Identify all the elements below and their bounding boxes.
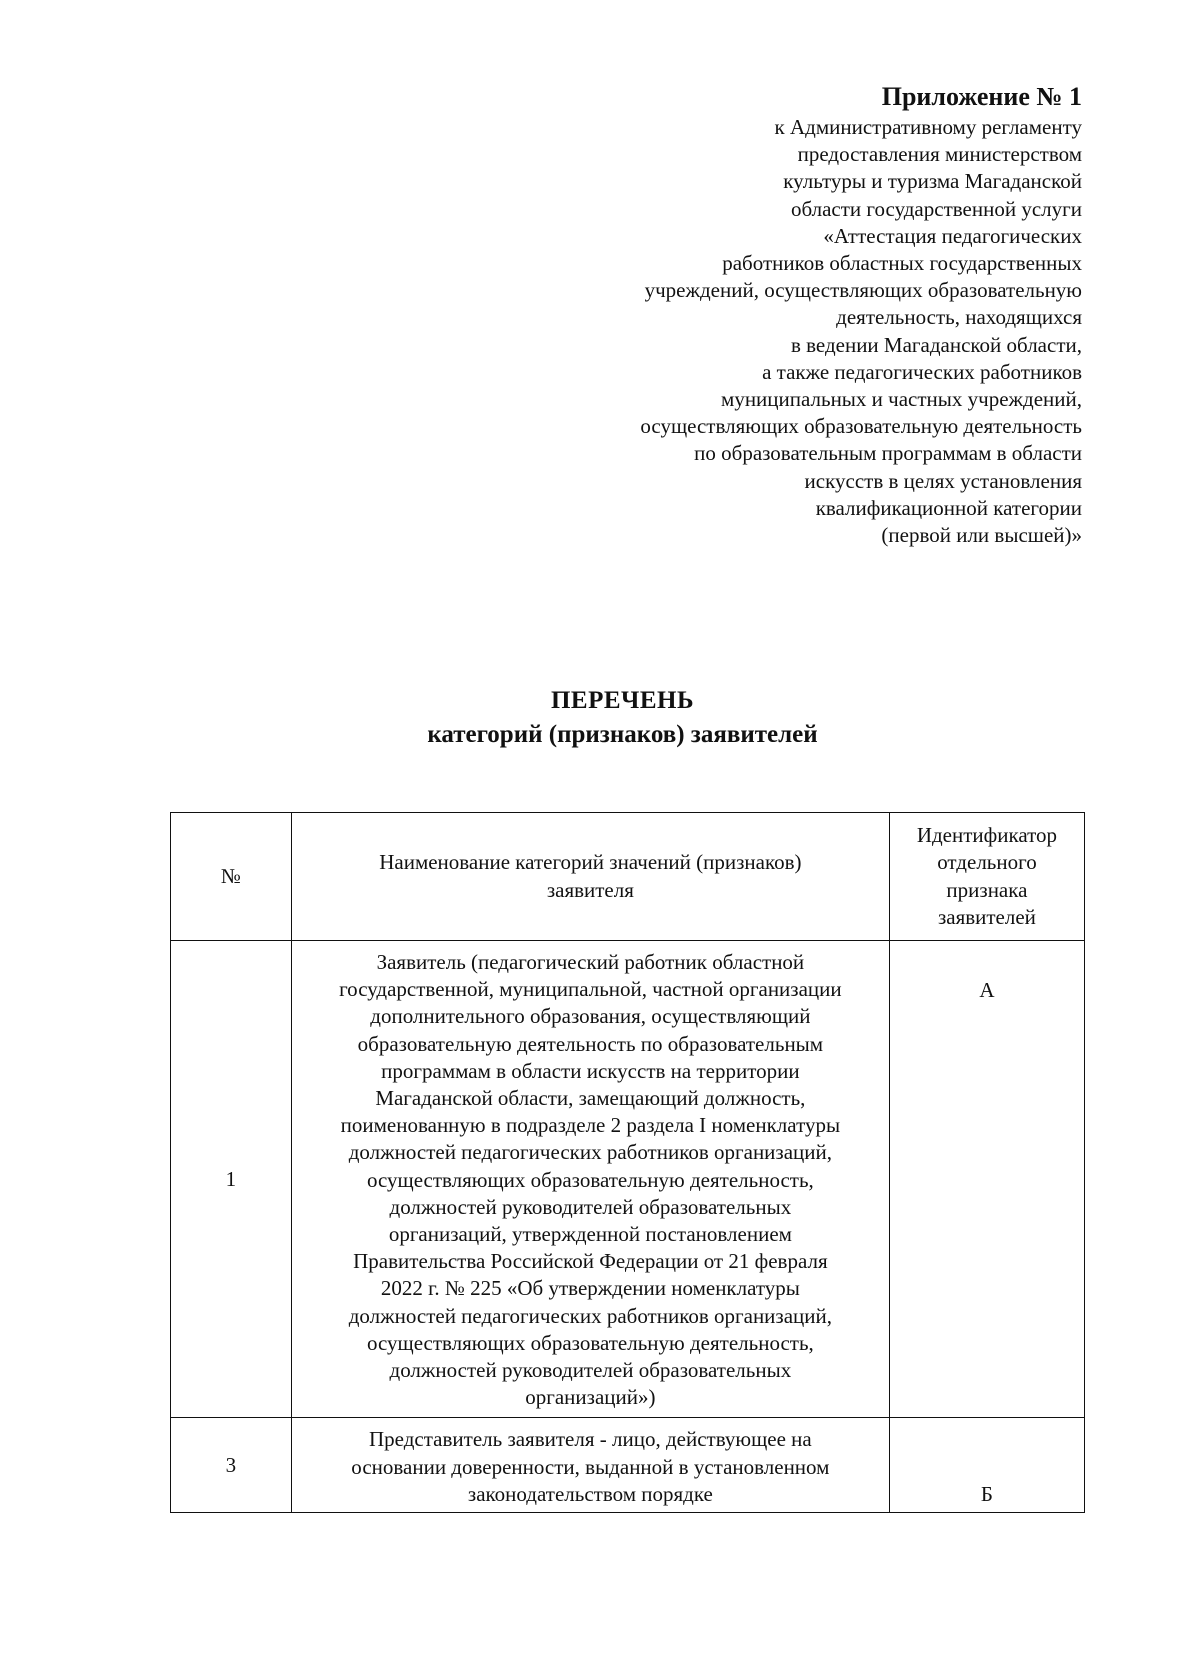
appendix-line: работников областных государственных bbox=[722, 251, 1082, 276]
row-name-line: Правительства Российской Федерации от 21 февраля bbox=[353, 1249, 828, 1274]
row-name-line: дополнительного образования, осуществляющий bbox=[370, 1004, 811, 1029]
row-category-name bbox=[291, 941, 889, 1418]
appendix-line: предоставления министерством bbox=[797, 142, 1082, 167]
appendix-header bbox=[522, 80, 1082, 549]
document-title: ПЕРЕЧЕНЬ bbox=[550, 687, 695, 714]
applicant-categories-table bbox=[170, 812, 1085, 1513]
row-name-line: должностей педагогических работников организаций, bbox=[348, 1303, 833, 1328]
appendix-line: в ведении Магаданской области, bbox=[790, 332, 1082, 357]
row-name-line: должностей руководителей образовательных bbox=[389, 1194, 792, 1219]
appendix-line: культуры и туризма Магаданской bbox=[783, 169, 1082, 194]
header-id-line: отдельного bbox=[937, 850, 1037, 875]
document-subtitle: категорий (признаков) заявителей bbox=[427, 721, 818, 748]
appendix-line: муниципальных и частных учреждений, bbox=[721, 387, 1082, 412]
appendix-line: (первой или высшей)» bbox=[881, 523, 1082, 548]
row-name-line: организаций, утвержденной постановлением bbox=[388, 1222, 792, 1247]
appendix-line: а также педагогических работников bbox=[762, 359, 1082, 384]
row-name-line: государственной, муниципальной, частной организации bbox=[339, 977, 842, 1002]
row-name-line: организаций») bbox=[525, 1385, 656, 1410]
row-identifier: А bbox=[889, 941, 1084, 1418]
table-header-row bbox=[171, 813, 1085, 941]
appendix-line: деятельность, находящихся bbox=[836, 305, 1082, 330]
row-category-name bbox=[291, 1418, 889, 1513]
row-number: 3 bbox=[171, 1418, 292, 1513]
row-name-line: основании доверенности, выданной в установленном bbox=[351, 1454, 830, 1479]
header-id-line: признака bbox=[946, 877, 1028, 902]
row-name-line: должностей педагогических работников организаций, bbox=[348, 1140, 833, 1165]
appendix-line: осуществляющих образовательную деятельность bbox=[640, 414, 1082, 439]
header-number: № bbox=[171, 813, 292, 941]
row-name-line: должностей руководителей образовательных bbox=[389, 1358, 792, 1383]
row-name-line: образовательную деятельность по образовательным bbox=[357, 1031, 824, 1056]
appendix-line: области государственной услуги bbox=[790, 196, 1082, 221]
header-name-line: заявителя bbox=[546, 877, 634, 902]
header-name-line: Наименование категорий значений (признаков) bbox=[379, 850, 802, 875]
row-name-line: законодательством порядке bbox=[467, 1481, 713, 1506]
appendix-line: «Аттестация педагогических bbox=[823, 223, 1082, 248]
appendix-title: Приложение № 1 bbox=[881, 82, 1082, 111]
appendix-line: квалификационной категории bbox=[815, 495, 1082, 520]
row-name-line: 2022 г. № 225 «Об утверждении номенклатуры bbox=[380, 1276, 800, 1301]
row-name-line: Магаданской области, замещающий должность, bbox=[375, 1086, 806, 1111]
header-identifier bbox=[889, 813, 1084, 941]
row-name-line: Заявитель (педагогический работник областной bbox=[376, 950, 805, 974]
row-name-line: осуществляющих образовательную деятельность, bbox=[366, 1330, 814, 1355]
appendix-line: к Административному регламенту bbox=[774, 115, 1082, 139]
row-name-line: поименованную в подразделе 2 раздела I номенклатуры bbox=[340, 1113, 841, 1138]
appendix-line: учреждений, осуществляющих образовательную bbox=[644, 278, 1082, 303]
appendix-line: по образовательным программам в области bbox=[694, 441, 1082, 466]
header-category-name bbox=[291, 813, 889, 941]
header-id-line: заявителей bbox=[937, 904, 1036, 929]
document-title-block bbox=[160, 684, 1085, 752]
row-name-line: Представитель заявителя - лицо, действующее на bbox=[369, 1427, 812, 1452]
appendix-line: искусств в целях установления bbox=[804, 468, 1082, 493]
row-name-line: программам в области искусств на территории bbox=[381, 1058, 800, 1083]
row-number: 1 bbox=[171, 941, 292, 1418]
table-row bbox=[171, 941, 1085, 1418]
row-identifier: Б bbox=[889, 1418, 1084, 1513]
row-name-line: осуществляющих образовательную деятельность, bbox=[366, 1167, 814, 1192]
header-id-line: Идентификатор bbox=[916, 823, 1058, 848]
table-row bbox=[171, 1418, 1085, 1513]
